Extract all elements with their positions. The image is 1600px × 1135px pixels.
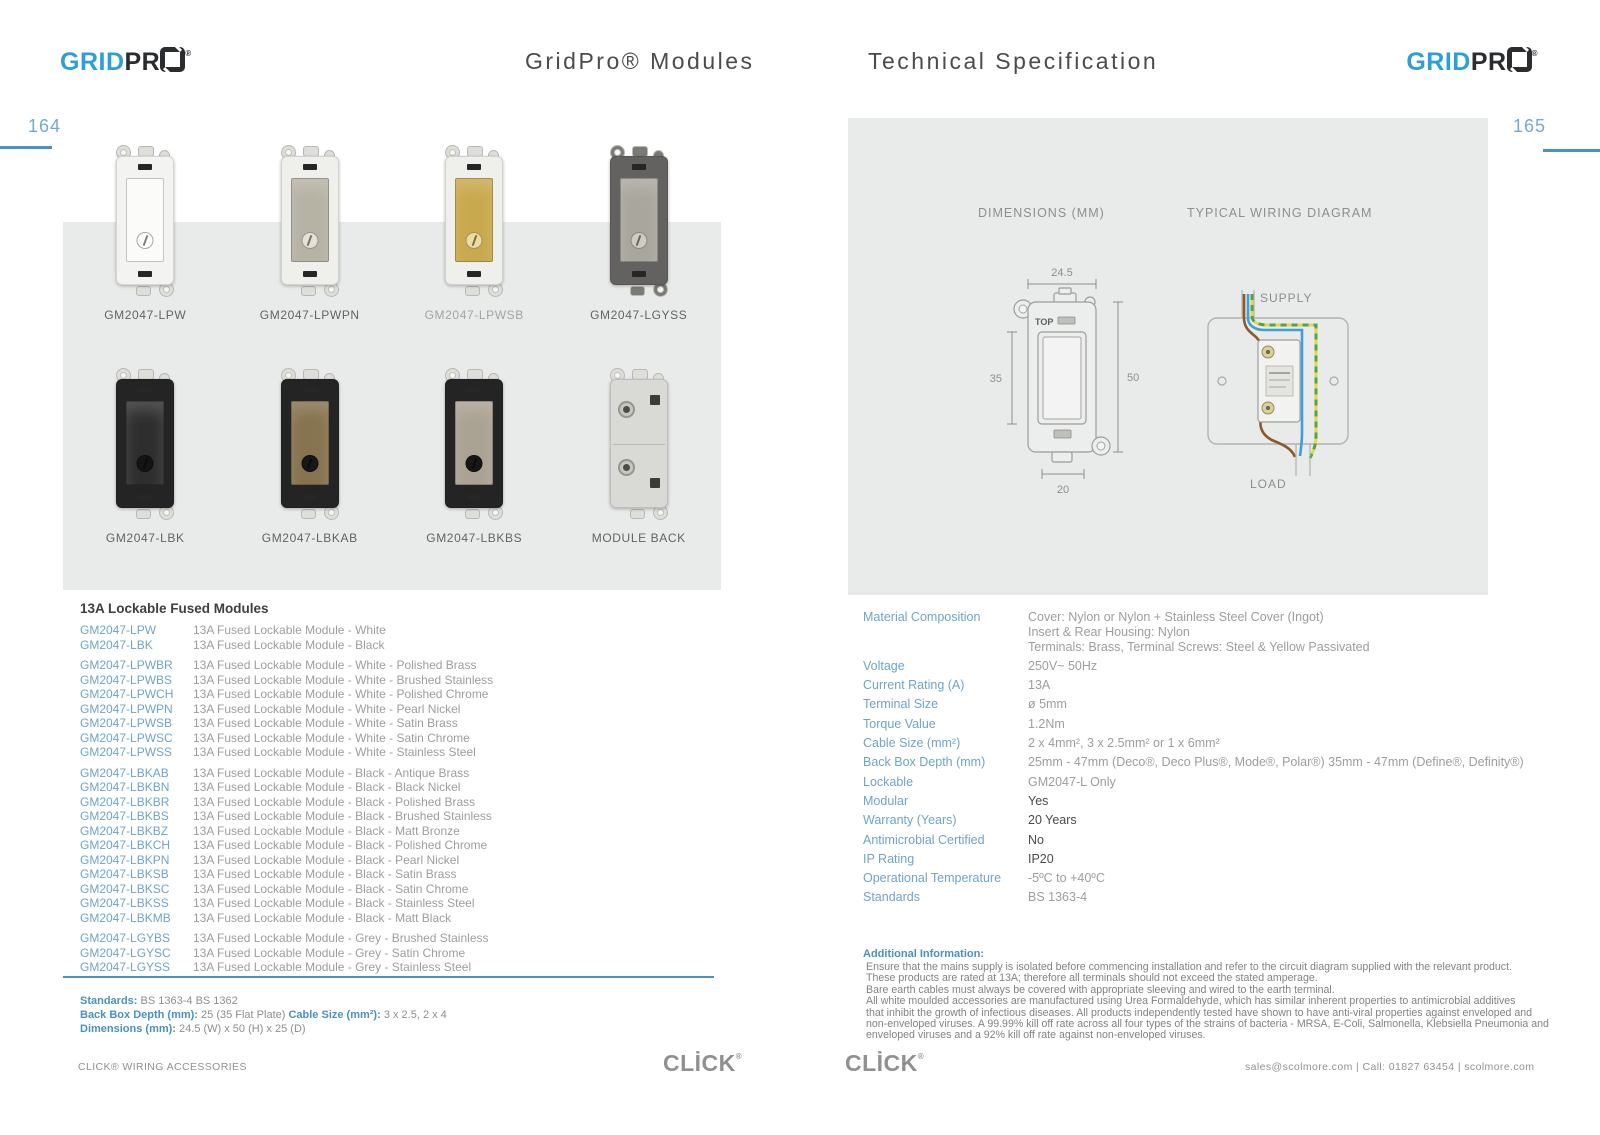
product-list-heading: 13A Lockable Fused Modules bbox=[80, 601, 269, 616]
page-number-right: 165 bbox=[1513, 116, 1547, 136]
product-label: GM2047-LPWPN bbox=[259, 308, 360, 322]
product-code: GM2047-LPWSB bbox=[80, 716, 173, 730]
product-code: GM2047-LBKBN bbox=[80, 780, 170, 794]
product-description: 13A Fused Lockable Module - Grey - Stainless Steel bbox=[193, 960, 472, 974]
svg-text:TOP: TOP bbox=[1035, 317, 1054, 327]
product-description: 13A Fused Lockable Module - Black - Black Nickel bbox=[193, 780, 461, 794]
gridpro-logo: GRIDPR ® bbox=[1406, 47, 1538, 77]
product-item bbox=[63, 145, 228, 322]
module-cover-plate bbox=[291, 178, 329, 262]
list-item bbox=[80, 766, 493, 781]
product-image bbox=[607, 368, 671, 520]
product-image bbox=[442, 145, 506, 297]
gridpro-logo-o-mark bbox=[1507, 47, 1532, 72]
product-image bbox=[278, 368, 342, 520]
additional-line: that inhibit the growth of infectious diseases. All products independently tested have shown to have anti-viral properties against enveloped and bbox=[866, 1006, 1533, 1019]
product-list bbox=[80, 623, 493, 981]
product-item bbox=[557, 368, 722, 545]
spec-label: Voltage bbox=[863, 658, 905, 673]
product-item bbox=[63, 368, 228, 545]
module-keylock bbox=[137, 232, 154, 249]
footer-contact: sales@scolmore.com | Call: 01827 63454 | scolmore.com bbox=[1245, 1061, 1535, 1073]
module-terminal bbox=[650, 395, 660, 405]
list-item bbox=[80, 867, 493, 882]
product-code: GM2047-LPWCH bbox=[80, 687, 174, 701]
product-code: GM2047-LBKCH bbox=[80, 838, 171, 852]
list-item bbox=[80, 673, 493, 688]
list-item bbox=[80, 853, 493, 868]
spec-row bbox=[863, 852, 1524, 867]
spec-label: IP Rating bbox=[863, 851, 915, 866]
product-code: GM2047-LBK bbox=[80, 637, 153, 652]
spec-label: Warranty (Years) bbox=[863, 813, 957, 828]
module-body bbox=[445, 156, 503, 285]
additional-line: non-enveloped viruses. A 99.99% kill off rate across all four types of the strains of bacteria - MRSA, E-Coli, Salmonella, Klebsiella Pneumonia and bbox=[866, 1018, 1549, 1031]
product-description: 13A Fused Lockable Module - Black - Antique Brass bbox=[193, 765, 470, 780]
spec-label: Modular bbox=[863, 793, 909, 808]
product-code: GM2047-LPWBR bbox=[80, 658, 173, 672]
list-item bbox=[80, 658, 493, 673]
module-keylock bbox=[137, 455, 154, 472]
spec-value: Cover: Nylon or Nylon + Stainless Steel Cover (Ingot) Insert & Rear Housing: Nylon Terminals: Brass, Terminal Screws: Steel & Yellow Passivated bbox=[1028, 610, 1370, 654]
product-code: GM2047-LBKAB bbox=[80, 765, 169, 780]
module-slot bbox=[138, 271, 152, 277]
module-slot bbox=[632, 164, 646, 170]
list-item bbox=[80, 824, 493, 839]
page-rule-right bbox=[1543, 149, 1600, 152]
additional-info-text bbox=[866, 962, 1549, 1042]
wiring-title: TYPICAL WIRING DIAGRAM bbox=[1187, 206, 1373, 220]
dimensions-title: DIMENSIONS (MM) bbox=[978, 206, 1105, 220]
product-description: 13A Fused Lockable Module - Grey - Satin Chrome bbox=[193, 945, 466, 960]
additional-line: Bare earth cables must always be covered with appropriate sleeving and wired to the earth terminal. bbox=[866, 983, 1335, 996]
list-item bbox=[80, 702, 493, 717]
list-item bbox=[80, 745, 493, 760]
product-label: GM2047-LBK bbox=[105, 531, 185, 545]
list-item bbox=[80, 780, 493, 795]
product-description: 13A Fused Lockable Module - White - Satin Brass bbox=[193, 716, 458, 730]
module-slot bbox=[138, 164, 152, 170]
spec-row bbox=[863, 697, 1524, 712]
list-item bbox=[80, 896, 493, 911]
list-item bbox=[80, 960, 493, 975]
list-item bbox=[80, 911, 493, 926]
module-keylock bbox=[466, 455, 483, 472]
module-clip bbox=[630, 286, 645, 296]
list-item bbox=[80, 809, 493, 824]
product-row-2 bbox=[63, 368, 721, 545]
product-description: 13A Fused Lockable Module - White - Brushed Stainless bbox=[193, 672, 494, 687]
click-logo: CLİCK® bbox=[845, 1050, 925, 1076]
module-slot bbox=[138, 387, 152, 393]
svg-text:35: 35 bbox=[989, 373, 1002, 385]
module-slot bbox=[467, 494, 481, 500]
svg-text:SUPPLY: SUPPLY bbox=[1260, 291, 1313, 305]
module-dimension-drawing bbox=[960, 262, 1180, 507]
spec-label: Terminal Size bbox=[863, 697, 939, 712]
module-slot bbox=[303, 164, 317, 170]
module-clip bbox=[301, 286, 316, 296]
page-number-left: 164 bbox=[28, 116, 62, 136]
product-description: 13A Fused Lockable Module - Black - Polished Chrome bbox=[193, 838, 488, 852]
module-cover-plate bbox=[455, 401, 493, 485]
list-item bbox=[80, 946, 493, 961]
module-clip bbox=[136, 509, 151, 519]
spec-label: Operational Temperature bbox=[863, 871, 1002, 886]
module-body bbox=[445, 379, 503, 508]
svg-text:50: 50 bbox=[1127, 372, 1140, 384]
product-code: GM2047-LBKSB bbox=[80, 867, 169, 881]
spec-value: BS 1363-4 bbox=[1028, 890, 1088, 905]
list-item bbox=[80, 716, 493, 731]
product-description: 13A Fused Lockable Module - White - Polished Chrome bbox=[193, 687, 489, 701]
product-description: 13A Fused Lockable Module - Black - Pearl Nickel bbox=[193, 852, 460, 867]
spec-value: 1.2Nm bbox=[1028, 716, 1065, 731]
click-logo: CLİCK® bbox=[663, 1050, 743, 1076]
product-description: 13A Fused Lockable Module - Black - Brushed Stainless bbox=[193, 809, 492, 823]
spec-label: Cable Size (mm²) bbox=[863, 736, 961, 751]
product-image bbox=[607, 145, 671, 297]
module-keylock bbox=[301, 455, 318, 472]
product-description: 13A Fused Lockable Module - White - Stainless Steel bbox=[193, 745, 476, 759]
spec-row bbox=[863, 794, 1524, 809]
module-cover-plate bbox=[620, 178, 658, 262]
spec-row bbox=[863, 659, 1524, 674]
spec-value: IP20 bbox=[1028, 851, 1054, 866]
spec-value: 250V~ 50Hz bbox=[1028, 658, 1098, 673]
page-rule-left bbox=[0, 146, 52, 149]
product-row-1 bbox=[63, 145, 721, 322]
product-item bbox=[228, 145, 393, 322]
product-description: 13A Fused Lockable Module - White - Pearl Nickel bbox=[193, 701, 461, 716]
product-list-group bbox=[80, 766, 493, 926]
product-code: GM2047-LBKMB bbox=[80, 910, 171, 925]
list-item bbox=[80, 838, 493, 853]
product-image bbox=[113, 368, 177, 520]
module-keylock bbox=[630, 232, 647, 249]
module-keylock bbox=[466, 232, 483, 249]
spec-label: Back Box Depth (mm) bbox=[863, 755, 986, 770]
module-clip bbox=[301, 509, 316, 519]
product-description: 13A Fused Lockable Module - White - Satin Chrome bbox=[193, 730, 470, 745]
spec-row bbox=[863, 813, 1524, 828]
module-body bbox=[116, 156, 174, 285]
module-screw bbox=[618, 401, 635, 418]
spec-table bbox=[863, 610, 1524, 910]
footer-left-text: CLICK® WIRING ACCESSORIES bbox=[78, 1061, 247, 1073]
spec-row bbox=[863, 736, 1524, 751]
spec-row bbox=[863, 678, 1524, 693]
product-item bbox=[557, 145, 722, 322]
module-slot bbox=[467, 164, 481, 170]
spec-value: GM2047-L Only bbox=[1028, 774, 1116, 789]
module-cover-plate bbox=[126, 178, 164, 262]
additional-line: These products are rated at 13A; therefore all terminals should not exceed the stated amperage. bbox=[866, 972, 1318, 985]
product-description: 13A Fused Lockable Module - Black - Polished Brass bbox=[193, 794, 476, 809]
spec-row bbox=[863, 890, 1524, 905]
product-label: GM2047-LPWSB bbox=[424, 308, 524, 322]
spec-row bbox=[863, 717, 1524, 732]
spec-label: Standards bbox=[863, 890, 920, 905]
product-label: GM2047-LBKBS bbox=[426, 531, 523, 545]
product-description: 13A Fused Lockable Module - Black bbox=[193, 637, 385, 652]
product-description: 13A Fused Lockable Module - Black - Satin Chrome bbox=[193, 881, 469, 896]
spec-row bbox=[863, 833, 1524, 848]
spec-label: Lockable bbox=[863, 774, 914, 789]
spec-value: 2 x 4mm², 3 x 2.5mm² or 1 x 6mm² bbox=[1028, 736, 1220, 751]
product-code: GM2047-LBKSC bbox=[80, 881, 170, 896]
footnote-standards: Standards: BS 1363-4 BS 1362 bbox=[80, 995, 238, 1007]
product-description: 13A Fused Lockable Module - Black - Matt Bronze bbox=[193, 823, 460, 838]
product-code: GM2047-LPWSS bbox=[80, 745, 173, 759]
list-item bbox=[80, 731, 493, 746]
module-body bbox=[610, 379, 668, 508]
product-code: GM2047-LPWBS bbox=[80, 672, 173, 687]
product-label: GM2047-LBKAB bbox=[261, 531, 358, 545]
svg-text:24.5: 24.5 bbox=[1051, 267, 1073, 279]
spec-label: Antimicrobial Certified bbox=[863, 832, 985, 847]
additional-line: Ensure that the mains supply is isolated before commencing installation and refer to the circuit diagram supplied with the relevant product. bbox=[866, 961, 1512, 973]
module-clip bbox=[136, 286, 151, 296]
module-cover-plate bbox=[455, 178, 493, 262]
page-title-right: Technical Specification bbox=[868, 48, 1159, 74]
gridpro-logo: GRIDPR ® bbox=[60, 47, 192, 77]
module-clip bbox=[465, 509, 480, 519]
spec-value: ø 5mm bbox=[1028, 697, 1067, 712]
product-code: GM2047-LPWPN bbox=[80, 701, 173, 716]
product-list-group bbox=[80, 658, 493, 760]
spec-row bbox=[863, 871, 1524, 886]
list-item bbox=[80, 623, 493, 638]
list-item bbox=[80, 882, 493, 897]
product-description: 13A Fused Lockable Module - Black - Satin Brass bbox=[193, 867, 457, 881]
product-code: GM2047-LPWSC bbox=[80, 730, 173, 745]
module-slot bbox=[467, 387, 481, 393]
spec-label: Current Rating (A) bbox=[863, 678, 965, 693]
product-code: GM2047-LPW bbox=[80, 623, 157, 637]
footnote-backbox-cable: Back Box Depth (mm): 25 (35 Flat Plate) Cable Size (mm²): 3 x 2.5, 2 x 4 bbox=[80, 1009, 447, 1021]
module-body bbox=[116, 379, 174, 508]
module-cover-plate bbox=[126, 401, 164, 485]
footnote-dimensions: Dimensions (mm): 24.5 (W) x 50 (H) x 25 (D) bbox=[80, 1023, 306, 1035]
product-item bbox=[392, 368, 557, 545]
spec-value: No bbox=[1028, 832, 1044, 847]
product-label: MODULE BACK bbox=[591, 531, 686, 545]
product-image bbox=[278, 145, 342, 297]
module-slot bbox=[303, 387, 317, 393]
spec-value: -5ºC to +40ºC bbox=[1028, 871, 1105, 886]
module-body bbox=[610, 156, 668, 285]
list-item bbox=[80, 795, 493, 810]
product-code: GM2047-LGYSS bbox=[80, 960, 171, 974]
spec-label: Material Composition bbox=[863, 610, 981, 624]
list-item bbox=[80, 931, 493, 946]
product-image bbox=[113, 145, 177, 297]
module-cover-plate bbox=[291, 401, 329, 485]
list-item bbox=[80, 638, 493, 653]
spec-row bbox=[863, 610, 1524, 654]
page-title-left: GridPro® Modules bbox=[525, 48, 755, 74]
product-item bbox=[228, 368, 393, 545]
product-label: GM2047-LPW bbox=[104, 308, 187, 322]
product-code: GM2047-LBKPN bbox=[80, 852, 170, 867]
module-slot bbox=[303, 494, 317, 500]
additional-info-heading: Additional Information: bbox=[863, 948, 984, 960]
spec-value: 25mm - 47mm (Deco®, Deco Plus®, Mode®, Polar®) 35mm - 47mm (Define®, Definity®) bbox=[1028, 755, 1524, 770]
module-slot bbox=[303, 271, 317, 277]
product-description: 13A Fused Lockable Module - Black - Stainless Steel bbox=[193, 896, 475, 910]
spec-value: 20 Years bbox=[1028, 813, 1077, 828]
product-code: GM2047-LBKSS bbox=[80, 896, 169, 910]
product-label: GM2047-LGYSS bbox=[590, 308, 688, 322]
spec-value: 13A bbox=[1028, 678, 1051, 693]
module-clip bbox=[630, 509, 645, 519]
module-slot bbox=[632, 271, 646, 277]
svg-text:LOAD: LOAD bbox=[1250, 477, 1287, 491]
additional-line: All white moulded accessories are manufactured using Urea Formaldehyde, which has similar inherent properties to antimicrobial additives bbox=[866, 995, 1516, 1008]
module-slot bbox=[467, 271, 481, 277]
product-code: GM2047-LBKBZ bbox=[80, 823, 169, 838]
svg-text:20: 20 bbox=[1056, 484, 1070, 496]
product-description: 13A Fused Lockable Module - White bbox=[193, 623, 386, 637]
module-seam bbox=[613, 444, 665, 445]
product-code: GM2047-LGYSC bbox=[80, 945, 171, 960]
typical-wiring-diagram bbox=[1198, 288, 1368, 503]
module-keylock bbox=[301, 232, 318, 249]
additional-line: enveloped viruses and a 92% kill off rate against non-enveloped viruses. bbox=[866, 1029, 1206, 1042]
product-description: 13A Fused Lockable Module - Grey - Brushed Stainless bbox=[193, 931, 489, 945]
product-description: 13A Fused Lockable Module - Black - Matt Black bbox=[193, 910, 452, 925]
module-slot bbox=[138, 494, 152, 500]
spec-value: Yes bbox=[1028, 793, 1049, 808]
product-image bbox=[442, 368, 506, 520]
product-list-group bbox=[80, 931, 493, 975]
product-item bbox=[392, 145, 557, 322]
product-description: 13A Fused Lockable Module - White - Polished Brass bbox=[193, 658, 477, 672]
spec-label: Torque Value bbox=[863, 716, 936, 731]
product-code: GM2047-LBKBS bbox=[80, 809, 169, 823]
spec-row bbox=[863, 755, 1524, 770]
left-footnote bbox=[80, 994, 447, 1036]
product-code: GM2047-LGYBS bbox=[80, 931, 171, 945]
divider-rule bbox=[63, 976, 714, 978]
module-screw bbox=[618, 459, 635, 476]
module-clip bbox=[465, 286, 480, 296]
spec-row bbox=[863, 775, 1524, 790]
product-list-group bbox=[80, 623, 493, 652]
module-terminal bbox=[650, 478, 660, 488]
list-item bbox=[80, 687, 493, 702]
gridpro-logo-o-mark bbox=[160, 47, 185, 72]
product-code: GM2047-LBKBR bbox=[80, 794, 170, 809]
module-body bbox=[281, 379, 339, 508]
module-body bbox=[281, 156, 339, 285]
